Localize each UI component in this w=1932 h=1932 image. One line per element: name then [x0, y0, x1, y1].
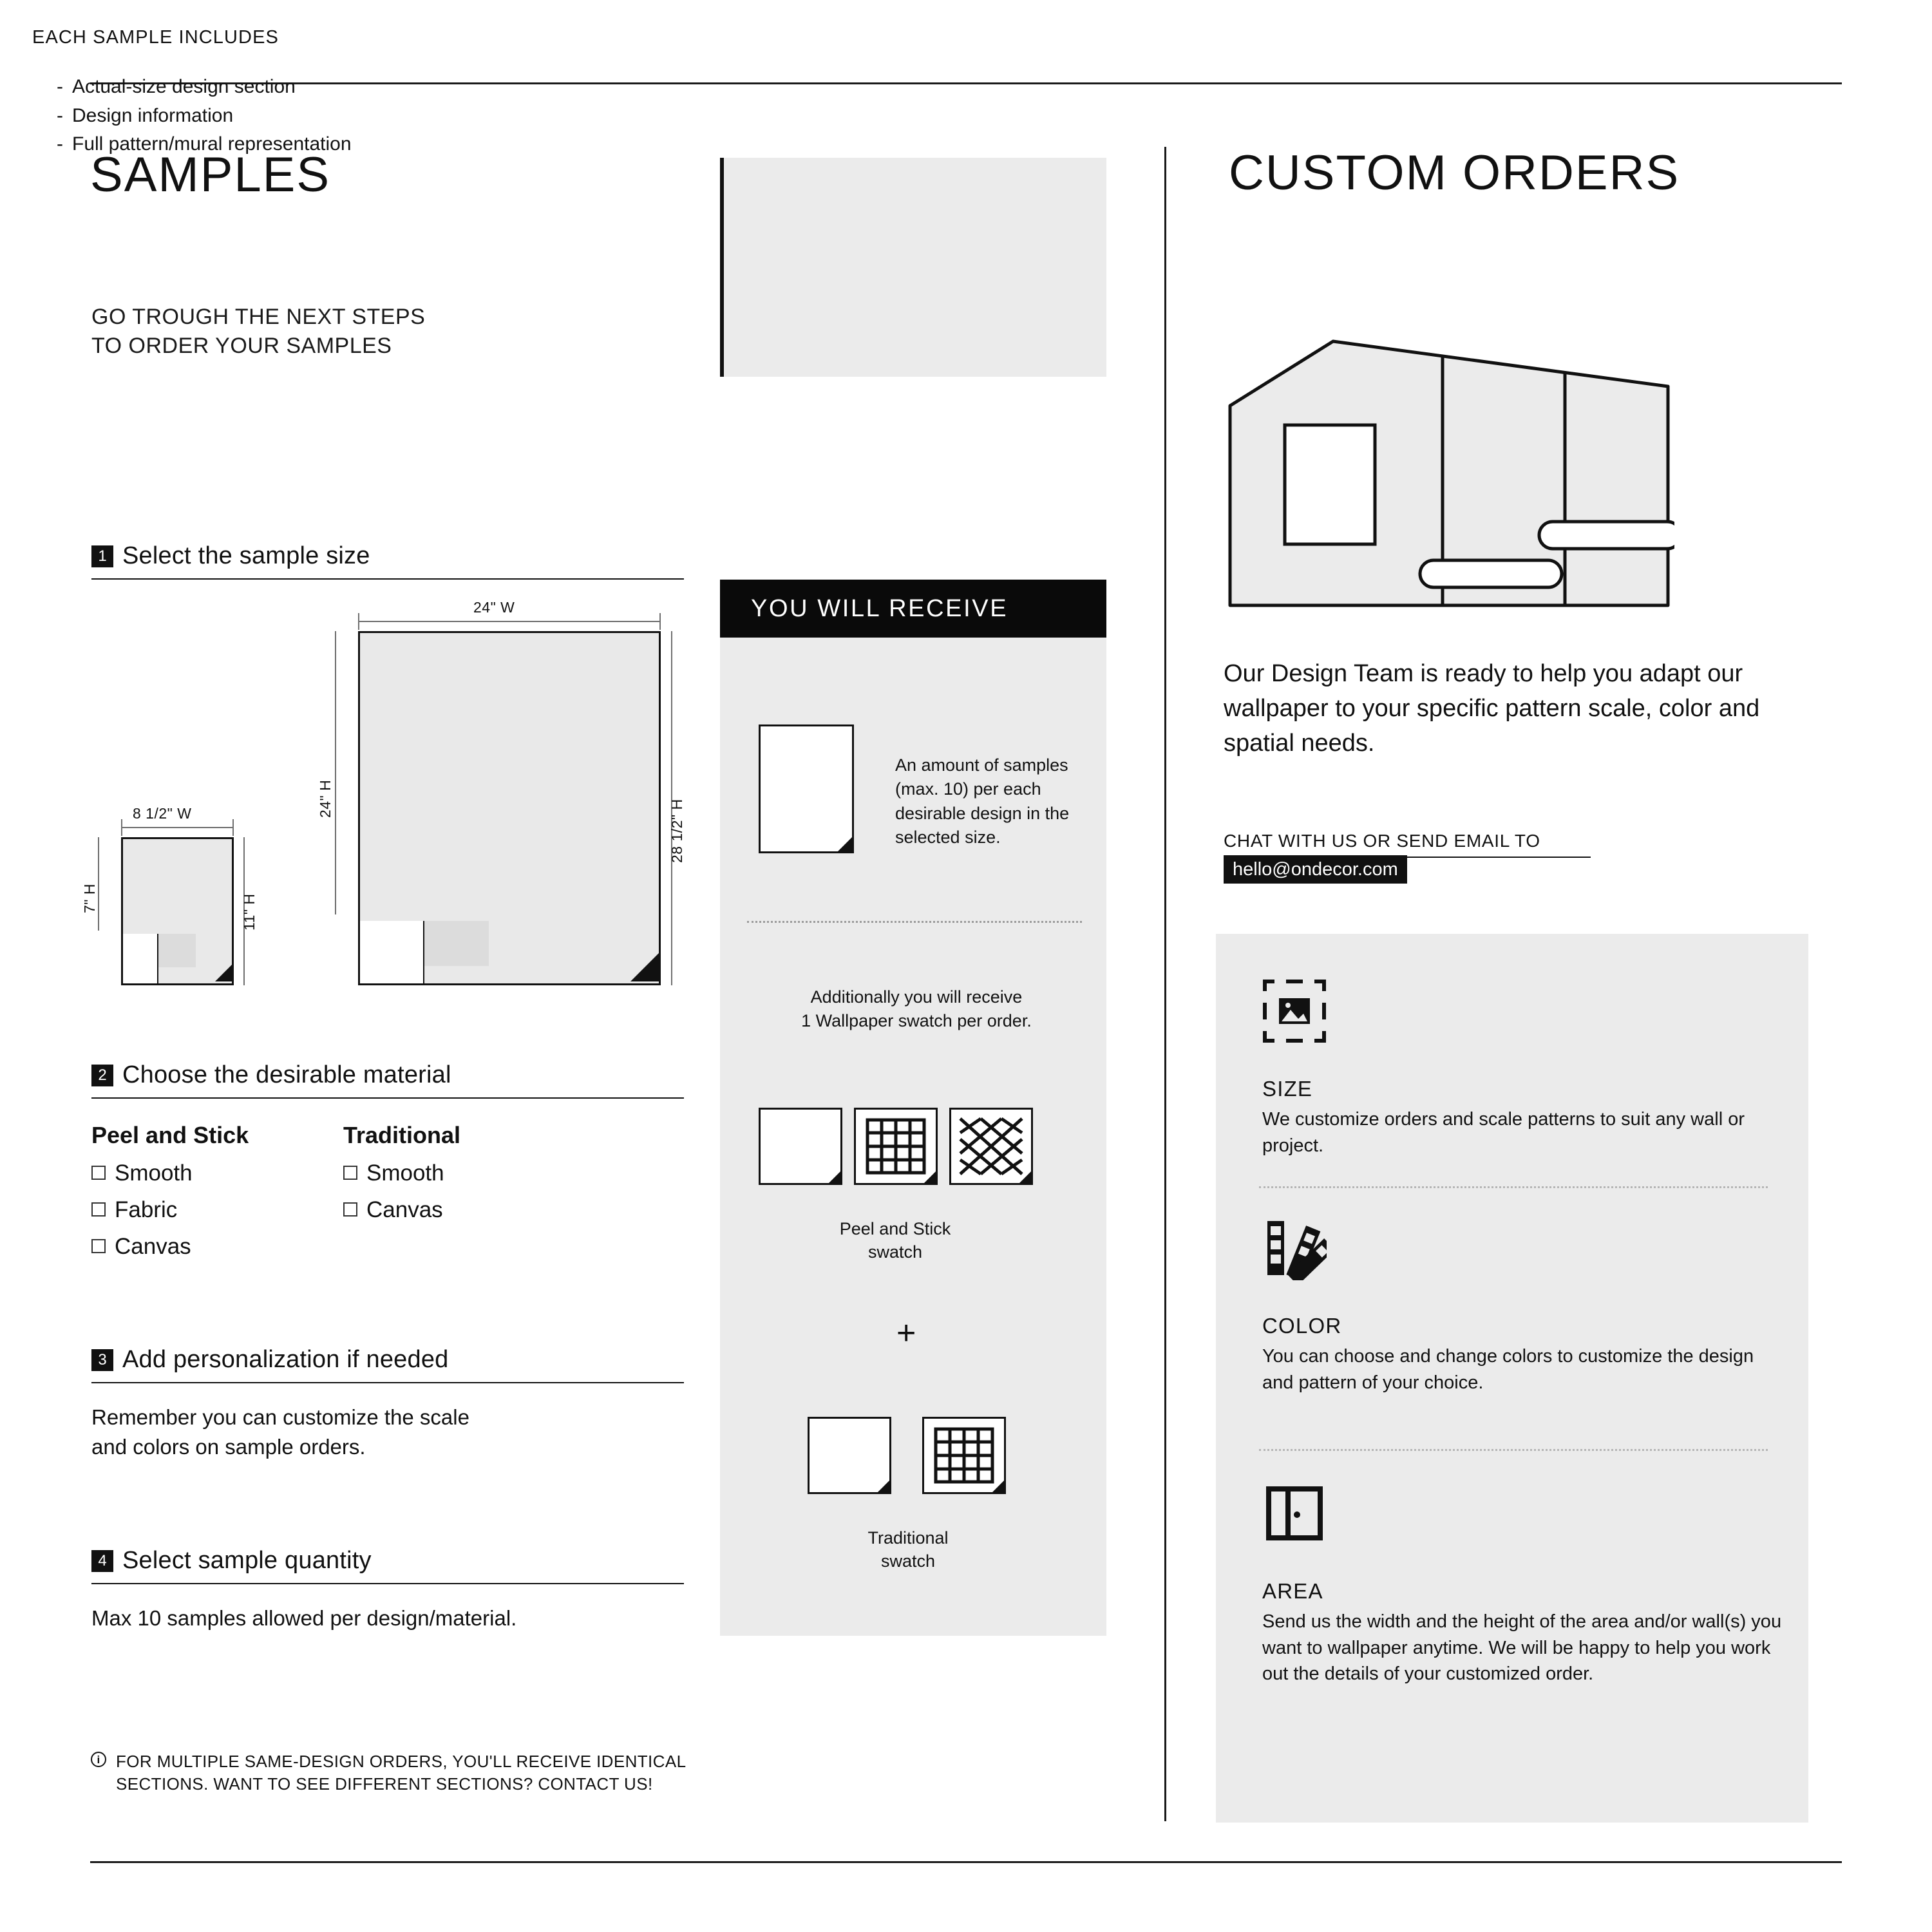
- material-group-peel-and-stick-title: Peel and Stick: [91, 1122, 249, 1148]
- includes-list: [31, 73, 379, 160]
- small-width-tick-left: [121, 819, 122, 836]
- small-sample-pattern-block: [158, 934, 196, 967]
- each-sample-includes-box: [720, 158, 1106, 377]
- footnote-line1: FOR MULTIPLE SAME-DESIGN ORDERS, YOU'LL RECEIVE IDENTICAL: [116, 1752, 687, 1771]
- room-illustration: [1224, 316, 1674, 612]
- samples-subtitle-line2: TO ORDER YOUR SAMPLES: [91, 333, 392, 358]
- wall-area-icon: [1262, 1481, 1327, 1549]
- step-2-label: Choose the desirable material: [122, 1061, 451, 1088]
- material-option-traditional-canvas[interactable]: [343, 1197, 443, 1223]
- peel-swatch-grid-corner-fold: [922, 1170, 938, 1185]
- samples-title: SAMPLES: [90, 147, 331, 202]
- peel-swatch-caption-line2: swatch: [867, 1242, 923, 1262]
- additional-swatch-note: [746, 985, 1087, 1034]
- traditional-swatch-grid-corner-fold: [990, 1479, 1006, 1494]
- chat-label: CHAT WITH US OR SEND EMAIL TO: [1224, 831, 1540, 851]
- material-option-label: Canvas: [115, 1234, 191, 1259]
- footnote: [91, 1750, 929, 1795]
- peel-swatch-caption-line1: Peel and Stick: [839, 1219, 951, 1238]
- samples-subtitle-line1: GO TROUGH THE NEXT STEPS: [91, 305, 426, 329]
- email-link[interactable]: hello@ondecor.com: [1224, 855, 1407, 884]
- large-width-tick-left: [358, 613, 359, 630]
- material-option-label: Canvas: [366, 1197, 443, 1222]
- feature-title-area: AREA: [1262, 1579, 1323, 1603]
- step-1-rule: [91, 578, 684, 580]
- small-width-label: 8 1/2" W: [133, 805, 192, 822]
- traditional-swatch-caption-line1: Traditional: [867, 1528, 949, 1548]
- step-3-text-line2: and colors on sample orders.: [91, 1434, 366, 1459]
- you-will-receive-title: YOU WILL RECEIVE: [751, 594, 1009, 622]
- large-sample-corner-fold: [630, 953, 659, 981]
- footnote-line2: SECTIONS. WANT TO SEE DIFFERENT SECTIONS? CONTACT US!: [116, 1774, 653, 1794]
- step-3-text-line1: Remember you can customize the scale: [91, 1405, 469, 1429]
- list-item: - Actual-size design section: [57, 73, 379, 101]
- large-width-dim-line: [358, 621, 661, 622]
- large-width-label: 24" W: [473, 599, 515, 616]
- feature-title-size: SIZE: [1262, 1077, 1313, 1101]
- small-width-tick-right: [232, 819, 234, 836]
- samples-subtitle: [91, 303, 425, 361]
- additional-swatch-note-line2: 1 Wallpaper swatch per order.: [801, 1011, 1032, 1031]
- traditional-swatch-caption-line2: swatch: [880, 1551, 936, 1571]
- custom-orders-title: CUSTOM ORDERS: [1229, 146, 1680, 200]
- step-1-header: [91, 542, 370, 570]
- traditional-swatch-plain-corner-fold: [876, 1479, 891, 1494]
- checkbox-icon[interactable]: [343, 1202, 357, 1217]
- custom-orders-paragraph: Our Design Team is ready to help you adapt our wallpaper to your specific pattern scale, color and spatial needs.: [1224, 660, 1760, 757]
- checkbox-icon[interactable]: [343, 1166, 357, 1180]
- step-1-label: Select the sample size: [122, 542, 370, 569]
- large-sample-pattern-block: [424, 921, 489, 966]
- step-3-rule: [91, 1382, 684, 1383]
- step-1-number: 1: [91, 545, 113, 567]
- step-2-header: [91, 1061, 451, 1089]
- large-height-left-label: 24" H: [317, 779, 334, 818]
- feature-title-color: COLOR: [1262, 1314, 1342, 1338]
- step-3-header: [91, 1346, 449, 1374]
- peel-swatch-plain-corner-fold: [827, 1170, 842, 1185]
- step-3-label: Add personalization if needed: [122, 1346, 449, 1373]
- step-4-header: [91, 1547, 372, 1575]
- checkbox-icon[interactable]: [91, 1202, 106, 1217]
- step-2-rule: [91, 1097, 684, 1099]
- sample-preview-corner-fold: [836, 835, 854, 853]
- material-group-traditional-title: Traditional: [343, 1122, 461, 1148]
- step-2-number: 2: [91, 1065, 113, 1086]
- step-3-number: 3: [91, 1349, 113, 1371]
- feature-text-color: You can choose and change colors to customize the design and pattern of your choice.: [1262, 1346, 1754, 1393]
- peel-swatch-diagonal-corner-fold: [1018, 1170, 1033, 1185]
- peel-swatch-caption: [760, 1217, 1030, 1264]
- color-swatch-fan-icon: [1262, 1216, 1327, 1283]
- step-4-label: Select sample quantity: [122, 1547, 372, 1574]
- step-3-text: [91, 1403, 697, 1461]
- large-sample-info-block: [360, 921, 424, 983]
- room-wallpaper-illustration: [1224, 316, 1674, 612]
- sample-preview-text: An amount of samples (max. 10) per each desirable design in the selected size.: [895, 755, 1070, 847]
- step-4-number: 4: [91, 1550, 113, 1572]
- small-width-dim-line: [121, 827, 234, 828]
- image-frame-icon: [1262, 979, 1327, 1046]
- column-divider: [1164, 147, 1166, 1821]
- material-option-label: Smooth: [115, 1160, 193, 1186]
- list-item: - Full pattern/mural representation: [57, 131, 379, 158]
- sample-preview-card: [759, 724, 854, 853]
- bottom-divider: [90, 1861, 1842, 1863]
- list-item: - Design information: [57, 102, 379, 130]
- large-width-tick-right: [659, 613, 661, 630]
- info-icon: i: [91, 1752, 106, 1767]
- material-option-peel-canvas[interactable]: [91, 1234, 191, 1260]
- feature-text-size: We customize orders and scale patterns to suit any wall or project.: [1262, 1109, 1745, 1156]
- small-height-left-label: 7" H: [81, 884, 98, 913]
- material-option-traditional-smooth[interactable]: [343, 1160, 444, 1186]
- small-sample-corner-fold: [215, 965, 232, 981]
- large-height-right-label: 28 1/2" H: [668, 799, 685, 863]
- feature-separator-2: [1259, 1449, 1768, 1451]
- feature-separator-1: [1259, 1186, 1768, 1188]
- material-option-peel-smooth[interactable]: [91, 1160, 193, 1186]
- traditional-swatch-caption: [773, 1526, 1043, 1573]
- additional-swatch-note-line1: Additionally you will receive: [810, 987, 1023, 1007]
- includes-title: EACH SAMPLE INCLUDES: [32, 27, 279, 48]
- step-4-rule: [91, 1583, 684, 1584]
- material-option-label: Fabric: [115, 1197, 178, 1222]
- feature-text-area: Send us the width and the height of the area and/or wall(s) you want to wallpaper anytime. We will be happy to help you work out the details of your customized order.: [1262, 1611, 1782, 1685]
- small-height-right-label: 11" H: [241, 893, 258, 931]
- large-height-left-line: [335, 631, 336, 914]
- step-4-text: Max 10 samples allowed per design/material.: [91, 1606, 517, 1630]
- small-sample-info-block: [123, 934, 158, 983]
- includes-accent-bar: [720, 158, 724, 377]
- plus-sign: +: [896, 1314, 916, 1352]
- checkbox-icon[interactable]: [91, 1239, 106, 1253]
- you-will-receive-header: [720, 580, 1106, 638]
- material-option-label: Smooth: [366, 1160, 444, 1186]
- checkbox-icon[interactable]: [91, 1166, 106, 1180]
- receive-separator-1: [747, 921, 1082, 923]
- material-option-peel-fabric[interactable]: [91, 1197, 177, 1223]
